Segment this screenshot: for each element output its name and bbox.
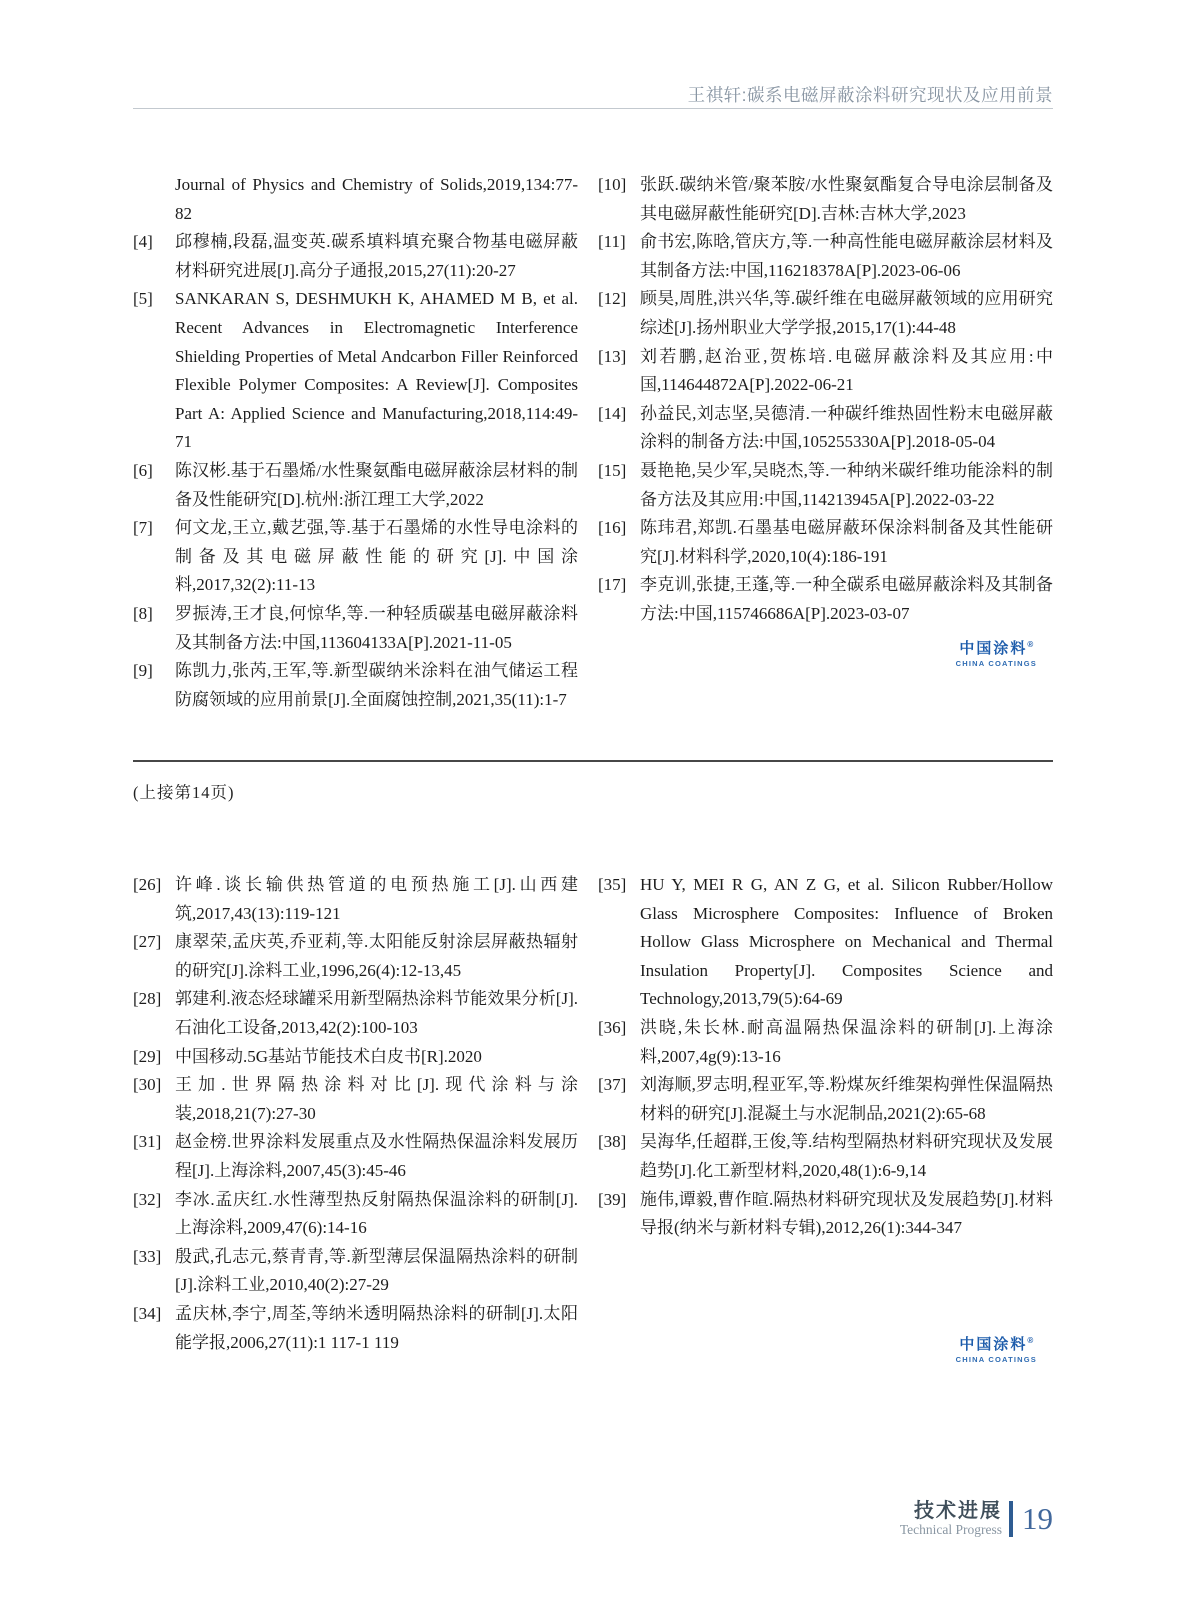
reference-entry xyxy=(133,928,578,985)
reference-entry xyxy=(598,400,1053,457)
reference-entry xyxy=(598,571,1053,628)
reference-text: Journal of Physics and Chemistry of Solids,2019,134:77-82 xyxy=(175,175,578,223)
registered-mark: ® xyxy=(1027,1336,1034,1345)
reference-number: [13] xyxy=(598,346,627,366)
reference-entry xyxy=(598,1071,1053,1128)
reference-entry xyxy=(133,1128,578,1185)
reference-number: [4] xyxy=(133,232,153,252)
footer-section-en: Technical Progress xyxy=(899,1522,1002,1537)
section-divider xyxy=(133,760,1053,762)
reference-entry xyxy=(133,985,578,1042)
reference-entry xyxy=(133,1243,578,1300)
reference-text: 李克训,张捷,王蓬,等.一种全碳系电磁屏蔽涂料及其制备方法:中国,115746686A[P].2023-03-07 xyxy=(640,575,1053,623)
running-head-title: 王祺轩:碳系电磁屏蔽涂料研究现状及应用前景 xyxy=(687,85,1053,105)
references-column-top-right xyxy=(598,171,1053,714)
reference-number: [9] xyxy=(133,661,153,681)
reference-number: [7] xyxy=(133,518,153,538)
reference-number: [39] xyxy=(598,1189,627,1209)
reference-number: [30] xyxy=(133,1075,162,1095)
reference-text: 康翠荣,孟庆英,乔亚莉,等.太阳能反射涂层屏蔽热辐射的研究[J].涂料工业,1996,26(4):12-13,45 xyxy=(175,932,578,980)
reference-number: [32] xyxy=(133,1189,162,1209)
china-coatings-logo xyxy=(956,1333,1037,1364)
reference-number: [11] xyxy=(598,232,626,252)
reference-text: 张跃.碳纳米管/聚苯胺/水性聚氨酯复合导电涂层制备及其电磁屏蔽性能研究[D].吉林:吉林大学,2023 xyxy=(640,175,1053,223)
reference-number: [17] xyxy=(598,575,627,595)
reference-text: 李冰.孟庆红.水性薄型热反射隔热保温涂料的研制[J].上海涂料,2009,47(6):14-16 xyxy=(175,1189,578,1238)
reference-number: [5] xyxy=(133,289,153,309)
reference-number: [38] xyxy=(598,1132,627,1152)
reference-number: [14] xyxy=(598,403,627,423)
reference-text: 许峰.谈长输供热管道的电预热施工[J].山西建筑,2017,43(13):119-121 xyxy=(175,875,578,923)
reference-entry xyxy=(133,514,578,600)
footer-section-cn: 技术进展 xyxy=(914,1500,1002,1522)
reference-text: 罗振涛,王才良,何惊华,等.一种轻质碳基电磁屏蔽涂料及其制备方法:中国,113604133A[P].2021-11-05 xyxy=(175,603,578,652)
reference-entry xyxy=(598,514,1053,571)
logo-name-en: CHINA COATINGS xyxy=(955,659,1037,668)
logo-name-cn: 中国涂料® xyxy=(959,1336,1034,1353)
references-section-bottom xyxy=(133,871,1053,1357)
reference-text: 王加.世界隔热涂料对比[J].现代涂料与涂装,2018,21(7):27-30 xyxy=(175,1075,578,1123)
logo-name-en: CHINA COATINGS xyxy=(955,1355,1037,1364)
reference-entry xyxy=(598,285,1053,342)
reference-entry xyxy=(133,1043,578,1072)
reference-entry xyxy=(598,457,1053,514)
reference-text: 郭建利.液态烃球罐采用新型隔热涂料节能效果分析[J].石油化工设备,2013,42(2):100-103 xyxy=(175,989,578,1037)
page-footer xyxy=(900,1500,1053,1538)
reference-text: 陈凯力,张芮,王军,等.新型碳纳米涂料在油气储运工程防腐领域的应用前景[J].全面腐蚀控制,2021,35(11):1-7 xyxy=(175,661,578,709)
reference-entry xyxy=(133,1300,578,1357)
reference-entry xyxy=(133,657,578,714)
reference-number: [28] xyxy=(133,989,162,1009)
references-column-bottom-left xyxy=(133,871,578,1357)
reference-number: [6] xyxy=(133,460,153,480)
references-column-bottom-right xyxy=(598,871,1053,1357)
reference-text: 俞书宏,陈晗,管庆方,等.一种高性能电磁屏蔽涂层材料及其制备方法:中国,116218378A[P].2023-06-06 xyxy=(640,232,1053,280)
reference-text: 陈玮君,郑凯.石墨基电磁屏蔽环保涂料制备及其性能研究[J].材料科学,2020,10(4):186-191 xyxy=(640,518,1053,566)
reference-entry xyxy=(133,600,578,657)
reference-text: 刘若鹏,赵治亚,贺栋培.电磁屏蔽涂料及其应用:中国,114644872A[P].2022-06-21 xyxy=(640,346,1053,395)
reference-text: 何文龙,王立,戴艺强,等.基于石墨烯的水性导电涂料的制备及其电磁屏蔽性能的研究[J].中国涂料,2017,32(2):11-13 xyxy=(175,518,578,595)
references-column-top-left xyxy=(133,171,578,714)
reference-number: [27] xyxy=(133,932,162,952)
reference-text: 中国移动.5G基站节能技术白皮书[R].2020 xyxy=(175,1046,482,1066)
reference-entry xyxy=(133,228,578,285)
reference-entry xyxy=(133,171,578,228)
reference-entry xyxy=(133,285,578,457)
reference-number: [31] xyxy=(133,1132,162,1152)
page-number: 19 xyxy=(1022,1501,1053,1536)
reference-number: [35] xyxy=(598,875,627,894)
reference-text: 顾昊,周胜,洪兴华,等.碳纤维在电磁屏蔽领域的应用研究综述[J].扬州职业大学学报,2015,17(1):44-48 xyxy=(640,289,1053,337)
reference-number: [26] xyxy=(133,875,162,894)
reference-text: 施伟,谭毅,曹作暄.隔热材料研究现状及发展趋势[J].材料导报(纳米与新材料专辑),2012,26(1):344-347 xyxy=(640,1189,1053,1238)
reference-text: HU Y, MEI R G, AN Z G, et al. Silicon Rubber/Hollow Glass Microsphere Composites: Influence of Broken Hollow Glass Microsphere on Mechanical and Thermal Insulation Property[J]. Composites Science and Technology,2013,79(5):64-69 xyxy=(640,875,1053,1009)
reference-number: [36] xyxy=(598,1017,627,1037)
reference-number: [16] xyxy=(598,518,627,538)
reference-entry xyxy=(133,457,578,514)
reference-text: 刘海顺,罗志明,程亚军,等.粉煤灰纤维架构弹性保温隔热材料的研究[J].混凝土与水泥制品,2021(2):65-68 xyxy=(640,1075,1053,1123)
reference-number: [33] xyxy=(133,1246,162,1266)
reference-entry xyxy=(598,1186,1053,1243)
reference-number: [34] xyxy=(133,1303,162,1323)
reference-entry xyxy=(598,171,1053,228)
reference-number: [15] xyxy=(598,460,627,480)
reference-number: [29] xyxy=(133,1046,162,1066)
reference-text: 洪晓,朱长林.耐高温隔热保温涂料的研制[J].上海涂料,2007,4g(9):13-16 xyxy=(640,1017,1053,1066)
reference-entry xyxy=(598,228,1053,285)
logo-name-cn: 中国涂料® xyxy=(959,640,1034,657)
continuation-note: (上接第14页) xyxy=(133,783,235,802)
reference-number: [12] xyxy=(598,289,627,309)
reference-entry xyxy=(598,1014,1053,1071)
reference-entry xyxy=(133,1071,578,1128)
reference-number: [8] xyxy=(133,603,153,623)
reference-text: 殷武,孔志元,蔡青青,等.新型薄层保温隔热涂料的研制[J].涂料工业,2010,40(2):27-29 xyxy=(175,1246,578,1295)
china-coatings-logo xyxy=(956,637,1037,668)
reference-text: SANKARAN S, DESHMUKH K, AHAMED M B, et al. Recent Advances in Electromagnetic Interference Shielding Properties of Metal Andcarbon Filler Reinforced Flexible Polymer Composites: A Review[J]. Composites Part A: Applied Science and Manufacturing,2018,114:49-71 xyxy=(175,289,578,452)
reference-text: 邱穆楠,段磊,温变英.碳系填料填充聚合物基电磁屏蔽材料研究进展[J].高分子通报,2015,27(11):20-27 xyxy=(175,232,578,280)
reference-text: 吴海华,任超群,王俊,等.结构型隔热材料研究现状及发展趋势[J].化工新型材料,2020,48(1):6-9,14 xyxy=(640,1132,1053,1180)
registered-mark: ® xyxy=(1027,640,1034,649)
reference-text: 孙益民,刘志坚,吴德清.一种碳纤维热固性粉末电磁屏蔽涂料的制备方法:中国,105255330A[P].2018-05-04 xyxy=(640,403,1053,452)
header-rule xyxy=(133,108,1053,109)
reference-entry xyxy=(598,871,1053,1014)
references-section-top xyxy=(133,171,1053,714)
reference-number: [37] xyxy=(598,1075,627,1095)
reference-text: 聂艳艳,吴少军,吴晓杰,等.一种纳米碳纤维功能涂料的制备方法及其应用:中国,114213945A[P].2022-03-22 xyxy=(640,460,1053,509)
reference-entry xyxy=(133,871,578,928)
reference-text: 赵金榜.世界涂料发展重点及水性隔热保温涂料发展历程[J].上海涂料,2007,45(3):45-46 xyxy=(175,1132,578,1180)
reference-text: 陈汉彬.基于石墨烯/水性聚氨酯电磁屏蔽涂层材料的制备及性能研究[D].杭州:浙江理工大学,2022 xyxy=(175,460,578,509)
footer-section-label xyxy=(900,1500,1002,1538)
reference-entry xyxy=(598,1128,1053,1185)
reference-entry xyxy=(133,1186,578,1243)
footer-accent-bar xyxy=(1009,1501,1013,1537)
reference-text: 孟庆林,李宁,周荃,等纳米透明隔热涂料的研制[J].太阳能学报,2006,27(11):1 117-1 119 xyxy=(175,1303,578,1352)
reference-number: [10] xyxy=(598,175,627,194)
reference-entry xyxy=(598,343,1053,400)
